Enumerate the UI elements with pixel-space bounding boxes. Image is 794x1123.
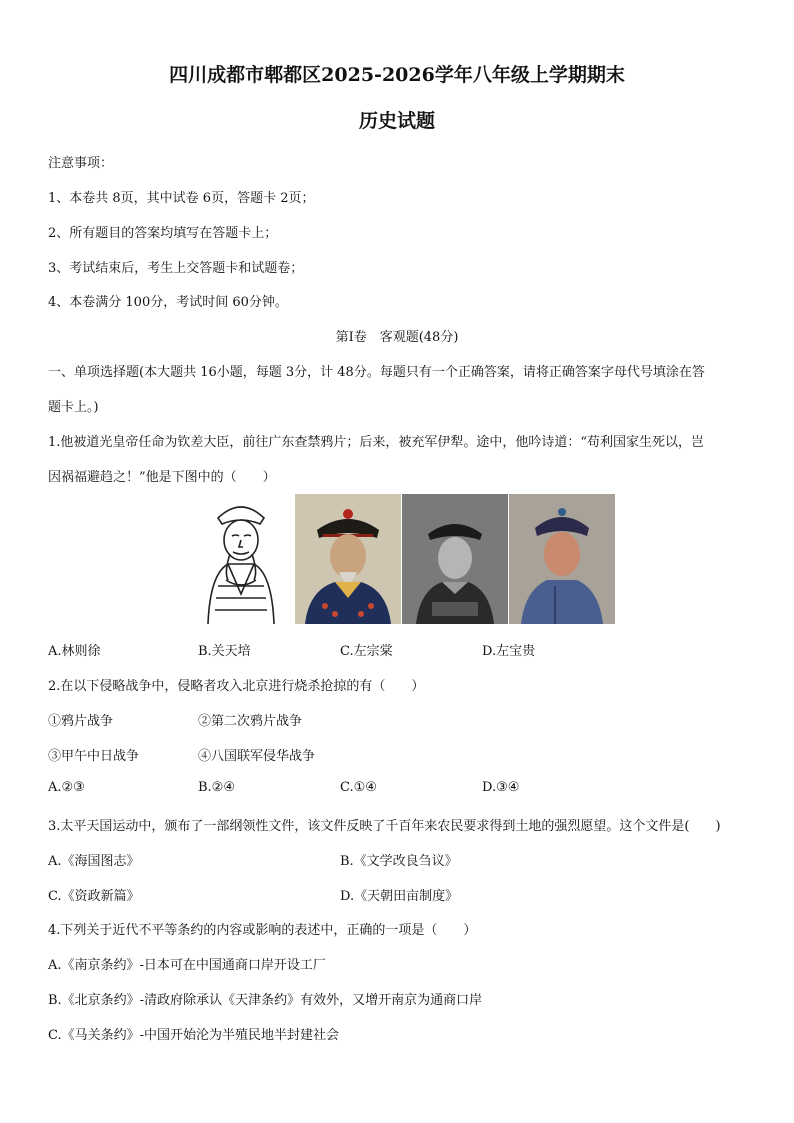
- section-instruction-cont: 题卡上。): [48, 400, 99, 415]
- question-3-option-a[interactable]: A.《海国图志》: [48, 854, 140, 869]
- question-2-item: ②第二次鸦片战争: [198, 714, 303, 729]
- notice-item: 4、本卷满分 100分，考试时间 60分钟。: [48, 295, 288, 310]
- question-4-option-c[interactable]: C.《马关条约》-中国开始沦为半殖民地半封建社会: [48, 1028, 340, 1043]
- question-4-option-a[interactable]: A.《南京条约》-日本可在中国通商口岸开设工厂: [48, 958, 326, 973]
- question-2-option-b[interactable]: B.②④: [198, 780, 235, 795]
- notice-item: 1、本卷共 8页，其中试卷 6页，答题卡 2页；: [48, 191, 315, 206]
- question-2-item: ④八国联军侵华战争: [198, 749, 316, 764]
- question-4-stem: 4.下列关于近代不平等条约的内容或影响的表述中，正确的一项是（ ）: [48, 923, 477, 938]
- question-4-option-b[interactable]: B.《北京条约》-清政府除承认《天津条约》有效外，又增开南京为通商口岸: [48, 993, 483, 1008]
- section-instruction: 一、单项选择题(本大题共 16小题，每题 3分，计 48分。每题只有一个正确答案，请将正确答案字母代号填涂在答: [48, 365, 705, 380]
- question-2-option-c[interactable]: C.①④: [340, 780, 377, 795]
- question-3-stem: 3.太平天国运动中，颁布了一部纲领性文件，该文件反映了千百年来农民要求得到土地的强烈愿望。这个文件是( ): [48, 819, 721, 834]
- question-2-item: ①鸦片战争: [48, 714, 114, 729]
- portrait-photo-bw-image: [402, 494, 508, 624]
- question-2-item: ③甲午中日战争: [48, 749, 140, 764]
- question-2-option-d[interactable]: D.③④: [482, 780, 520, 795]
- question-3-option-c[interactable]: C.《资政新篇》: [48, 889, 140, 904]
- question-1-stem: 1.他被道光皇帝任命为钦差大臣，前往广东查禁鸦片；后来，被充军伊犁。途中，他吟诗道：“苟利国家生死以，岂: [48, 435, 705, 450]
- question-3-option-d[interactable]: D.《天朝田亩制度》: [340, 889, 459, 904]
- portrait-photo-color-image: [509, 494, 615, 624]
- question-2-stem: 2.在以下侵略战争中，侵略者攻入北京进行烧杀抢掠的有（ ）: [48, 679, 425, 694]
- notice-heading: 注意事项：: [48, 156, 114, 171]
- notice-item: 3、考试结束后，考生上交答题卡和试题卷；: [48, 261, 304, 276]
- question-3-option-b[interactable]: B.《文学改良刍议》: [340, 854, 458, 869]
- portrait-painting-image: [295, 494, 401, 624]
- notice-item: 2、所有题目的答案均填写在答题卡上；: [48, 226, 278, 241]
- question-1-option-b[interactable]: B.关天培: [198, 644, 251, 659]
- question-1-option-a[interactable]: A.林则徐: [48, 644, 101, 659]
- exam-title: 四川成都市郫都区2025-2026学年八年级上学期期末: [169, 64, 625, 86]
- portrait-sketch-image: [188, 494, 294, 624]
- exam-subtitle: 历史试题: [358, 110, 435, 132]
- question-2-option-a[interactable]: A.②③: [48, 780, 85, 795]
- section-title: 第Ⅰ卷 客观题(48分): [335, 330, 459, 345]
- question-1-option-c[interactable]: C.左宗棠: [340, 644, 393, 659]
- question-1-stem-cont: 因祸福避趋之！”他是下图中的（ ）: [48, 470, 276, 485]
- question-1-option-d[interactable]: D.左宝贵: [482, 644, 536, 659]
